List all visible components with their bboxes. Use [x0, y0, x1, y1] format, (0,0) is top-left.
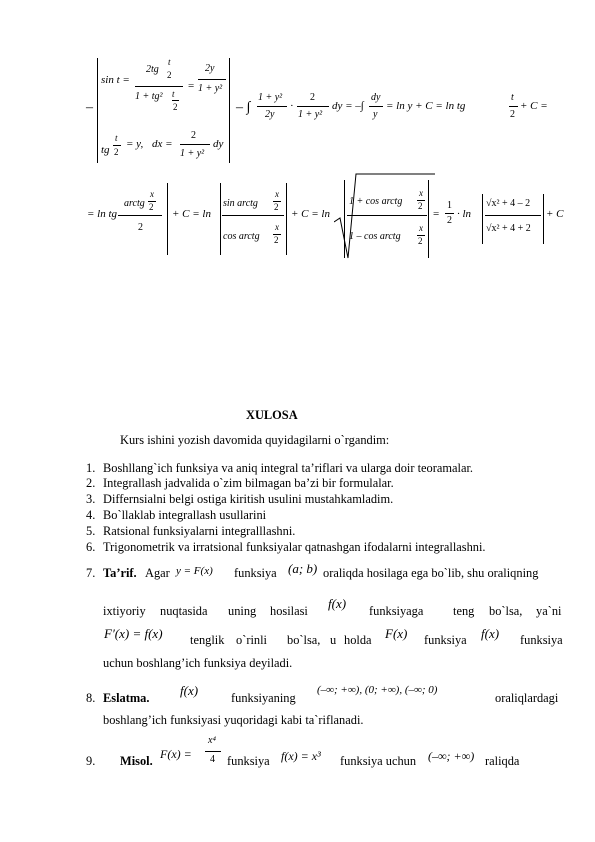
two-x-3: 2 — [274, 235, 279, 245]
frac-line-7 — [369, 106, 383, 107]
list-number: 5. — [86, 524, 96, 538]
word: oraliqlardagi — [495, 691, 559, 705]
two-den: 2 — [173, 102, 178, 112]
lead: = ln tg — [87, 208, 118, 220]
frac-line-d — [485, 215, 541, 216]
word: holda — [344, 633, 372, 647]
frac-line-4 — [180, 144, 210, 145]
two-c: 2 — [510, 109, 515, 120]
sqrt-sign — [334, 172, 436, 260]
half-num: 1 — [447, 200, 452, 211]
two-x-2: 2 — [274, 202, 279, 212]
definition-label: Ta’rif. — [103, 566, 137, 580]
list-number: 4. — [86, 508, 96, 522]
word: nuqtasida — [160, 604, 208, 618]
list-number: 8. — [86, 691, 96, 705]
word: u — [330, 633, 337, 647]
sqrt-top-text: x² + 4 – 2 — [491, 198, 531, 209]
frac-line-5 — [257, 106, 287, 107]
list-item: Boshllang`ich funksiya va aniq integral ta’riflari va ularga doir teoramalar. — [103, 461, 473, 475]
two-sub: 2 — [167, 70, 172, 80]
abs-bar-1 — [167, 183, 168, 255]
tg-label: tg — [101, 144, 110, 156]
formula-fx: f(x) — [180, 683, 199, 698]
sin-t-label: sin t = — [101, 74, 130, 86]
list-item: Ratsional funksiyalarni integralllashni. — [103, 524, 296, 538]
t-num: t — [115, 133, 118, 143]
formula-fx-2: f(x) — [481, 626, 500, 641]
formula-y-Fx: y = F(x) — [176, 565, 213, 577]
one-minus-cos: 1 – cos arctg — [349, 231, 401, 242]
word: funksiyaning — [231, 691, 296, 705]
equals: = — [188, 80, 195, 92]
minus-integral: – ∫ — [236, 100, 251, 115]
four: 4 — [210, 754, 215, 765]
minus-sign: – — [86, 100, 93, 115]
word: funksiyaga — [369, 604, 424, 618]
formula-intervals: (–∞; +∞), (0; +∞), (–∞; 0) — [317, 684, 438, 696]
funksiya-word: funksiya — [234, 566, 277, 580]
word: funksiya — [424, 633, 467, 647]
plus-c: + C = — [520, 100, 548, 112]
formula-Fx: F(x) — [385, 626, 408, 641]
two-y: 2y — [205, 63, 215, 74]
word: funksiya — [227, 754, 270, 768]
plus-c-1: + C = ln — [172, 208, 211, 220]
eq-y: = y, — [126, 138, 144, 150]
agar-word: Agar — [145, 566, 170, 580]
word: ya`ni — [536, 604, 562, 618]
note-label: Eslatma. — [103, 691, 150, 705]
two-num-4: 2 — [191, 130, 196, 141]
half-den: 2 — [447, 215, 452, 226]
note-text: boshlang’ich funksiyasi yuqoridagi kabi ta`riflanadi. — [103, 713, 364, 727]
list-item: Bo`llaklab integrallash usullarini — [103, 508, 267, 522]
dy-b: dy = –∫ — [332, 100, 364, 112]
plus-c-2: + C = ln — [291, 208, 330, 220]
word: ixtiyoriy — [103, 604, 146, 618]
formula-interval: (–∞; +∞) — [428, 749, 475, 763]
two-tg: 2tg — [146, 64, 159, 75]
word: teng — [453, 604, 475, 618]
x-3: x — [275, 222, 279, 232]
frac-line-8 — [509, 106, 518, 107]
arctg-1: arctg — [124, 198, 145, 209]
list-item: Trigonometrik va irratsional funksiyalar qatnashgan ifodalarni integrallashni. — [103, 540, 486, 554]
one-plus-y2-b: 1 + y² — [258, 92, 283, 103]
word: uning — [228, 604, 257, 618]
plus-c-3: + C — [546, 208, 564, 220]
word: hosilasi — [270, 604, 308, 618]
abs-bar-7 — [543, 194, 544, 244]
y-den: y — [373, 109, 378, 120]
t-over: t — [511, 92, 514, 103]
formula-fx: f(x) — [328, 596, 347, 611]
formula-derivative: F′(x) = f(x) — [104, 626, 163, 641]
frac-line-b — [222, 215, 284, 216]
definition-text: oraliqda hosilaga ega bo`lib, shu oraliqning — [323, 566, 539, 580]
sqrt-bot: √x² + 4 + 2 — [486, 223, 531, 234]
list-number: 9. — [86, 754, 96, 768]
dy-c: dy — [371, 92, 381, 103]
frac-line-a — [118, 215, 162, 216]
list-number: 3. — [86, 492, 96, 506]
list-item: Integrallash jadvalida o`zim bilmagan ba’zi bir formulalar. — [103, 476, 394, 490]
heading: XULOSA — [246, 408, 298, 422]
ln-2: · ln — [457, 208, 472, 220]
frac-line-small — [172, 100, 179, 101]
abs-bar-6 — [482, 194, 483, 244]
word: tenglik — [190, 633, 225, 647]
frac-line-2 — [198, 79, 226, 80]
two-y-b: 2y — [265, 109, 275, 120]
sin-arctg: sin arctg — [223, 198, 258, 209]
list-item: Differnsialni belgi ostiga kiritish usulini mustahkamladim. — [103, 492, 394, 506]
list-number: 7. — [86, 566, 96, 580]
example-label: Misol. — [120, 754, 153, 768]
two-x-1: 2 — [149, 202, 154, 212]
abs-bar-5 — [428, 180, 429, 258]
one-plus-y2-c: 1 + y² — [298, 109, 323, 120]
sqrt-top: √x² + 4 – 2 — [486, 198, 531, 209]
cos-arctg: cos arctg — [223, 231, 260, 242]
list-number: 6. — [86, 540, 96, 554]
intro-text: Kurs ishini yozish davomida quyidagilarni o`rgandim: — [120, 433, 390, 447]
word: o`rinli — [236, 633, 267, 647]
sqrt-bot-text: x² + 4 + 2 — [491, 223, 531, 234]
frac-half — [445, 213, 454, 214]
denominator: 1 + tg² — [135, 91, 163, 102]
t-den: t — [172, 89, 175, 99]
dy-label: dy — [213, 138, 224, 150]
two-b: 2 — [310, 92, 315, 103]
definition-end: uchun boshlang’ich funksiya deyiladi. — [103, 656, 293, 670]
x-4: x — [419, 188, 423, 198]
eq-half: = — [433, 208, 440, 220]
substitution-bar-right — [229, 58, 230, 163]
two-den-3: 2 — [114, 147, 119, 157]
two-den-a: 2 — [138, 222, 143, 233]
one-plus-cos: 1 + cos arctg — [349, 196, 403, 207]
word: funksiya uchun — [340, 754, 417, 768]
two-x-5: 2 — [418, 236, 423, 246]
interval-ab: (a; b) — [288, 561, 318, 576]
one-plus-y2: 1 + y² — [198, 83, 223, 94]
x-2: x — [275, 189, 279, 199]
t-sup: t — [168, 57, 171, 67]
ln-part: = ln y + C = ln tg — [386, 100, 466, 112]
list-number: 2. — [86, 476, 96, 490]
dx-label: dx = — [152, 138, 173, 150]
frac-line-x4 — [205, 751, 221, 752]
abs-bar-2 — [220, 183, 221, 255]
frac-line-3 — [113, 145, 121, 146]
abs-bar-3 — [286, 183, 287, 255]
x4: x⁴ — [208, 735, 216, 746]
formula-Fx: F(x) = — [160, 747, 192, 761]
list-number: 1. — [86, 461, 96, 475]
formula-fx-x3: f(x) = x³ — [281, 749, 321, 763]
times-dot: · — [290, 100, 294, 112]
two-x-4: 2 — [418, 201, 423, 211]
substitution-bar-left — [97, 58, 98, 163]
x-5: x — [419, 223, 423, 233]
word: bo`lsa, — [287, 633, 321, 647]
one-plus-y2-4: 1 + y² — [180, 148, 205, 159]
abs-bar-4 — [344, 180, 345, 258]
word: funksiya — [520, 633, 563, 647]
word: bo`lsa, — [489, 604, 523, 618]
frac-line-6 — [297, 106, 329, 107]
frac-line-c — [347, 215, 427, 216]
word: raliqda — [485, 754, 520, 768]
frac-line — [135, 86, 183, 87]
x-1: x — [150, 189, 154, 199]
